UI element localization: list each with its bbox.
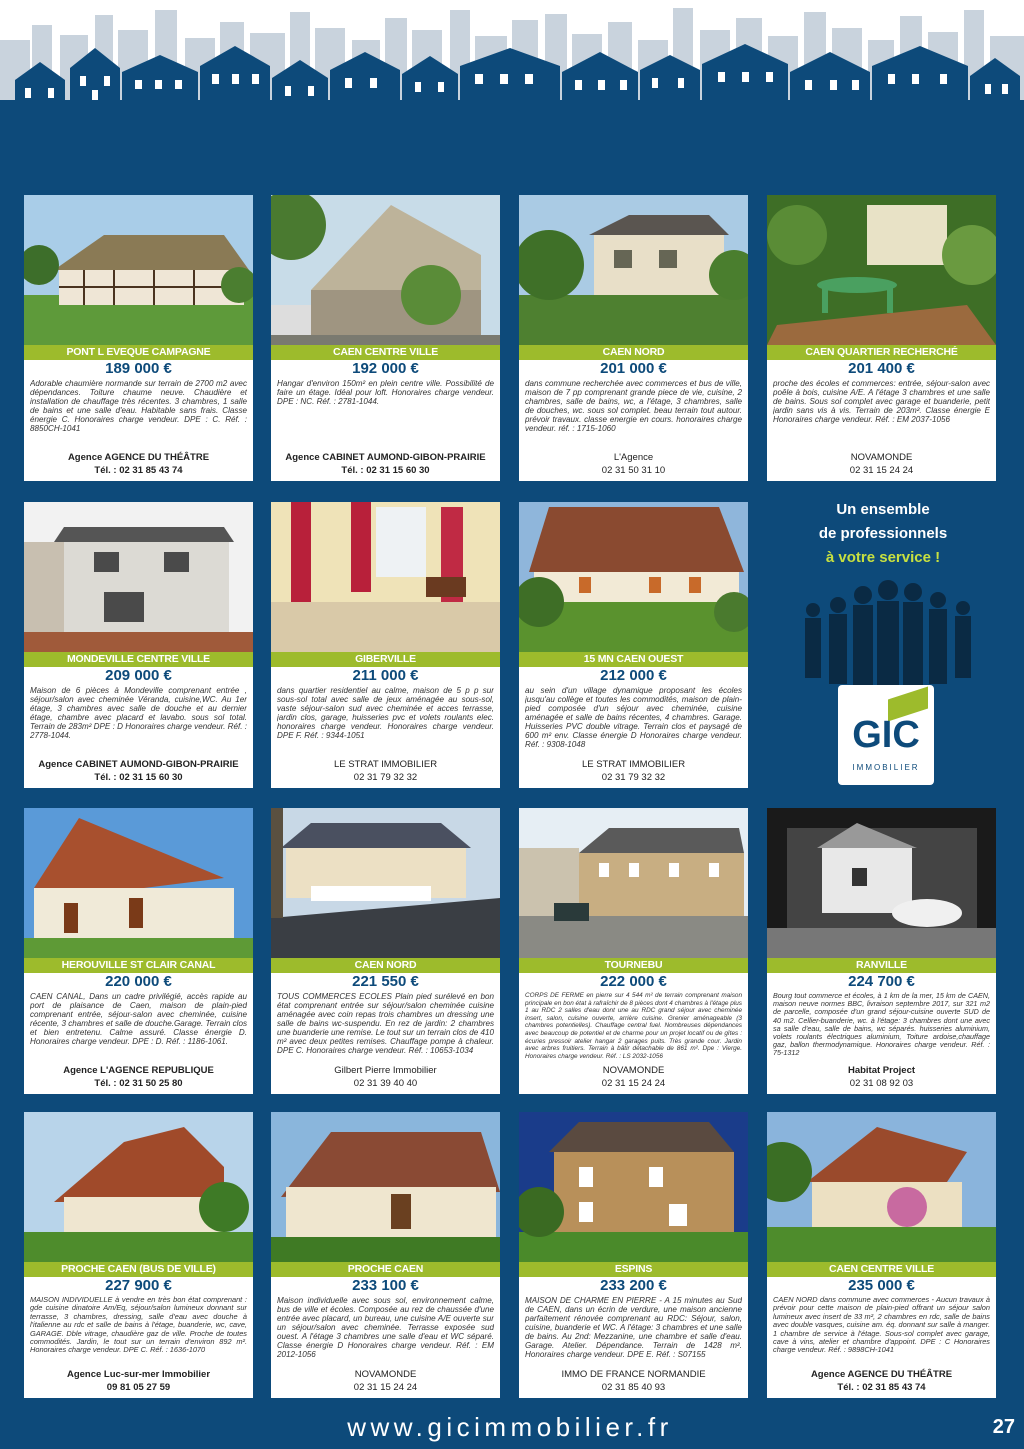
listing-phone: Tél. : 02 31 15 60 30 [94,772,183,783]
property-photo [519,1112,748,1262]
listing-location: 15 MN CAEN OUEST [519,652,748,667]
listing-description: dans quartier residentiel au calme, maison de 5 p p sur sous-sol total avec salle de jeux aménagée au sous-sol, vaste séjour-salon sud avec cheminée et acces terrasse, jardin clos, garage, huisseries pvc et volets roulants elec. honoraires charge vendeur. Honoraires charge vendeur. DPE F. Réf. : 9344-1051 [277,686,494,740]
listing-agency: Agence CABINET AUMOND-GIBON-PRAIRIE [285,452,486,463]
listing-description: Maison de 6 pièces à Mondeville comprenant entrée , séjour/salon avec cheminée Véranda, cuisine,WC. Au 1er étage, 3 chambres avec salle de douche et au dernier étage, chambre avec placard et lavabo. sous sol total. Terrain de 283m² DPE : D Honoraires charge vendeur. Réf. : 2778-1044. [30,686,247,740]
listing-agency: LE STRAT IMMOBILIER [333,759,438,770]
listing-card[interactable] [24,1112,253,1398]
logo-subtext: IMMOBILIER [852,763,920,772]
listing-price: 227 900 € [105,1277,172,1294]
listing-location: PONT L EVEQUE CAMPAGNE [24,345,253,360]
listing-agency: Agence CABINET AUMOND-GIBON-PRAIRIE [38,759,239,770]
listing-card[interactable] [767,808,996,1094]
listing-price: 233 200 € [600,1277,667,1294]
listing-description: CAEN NORD dans commune avec commerces - Aucun travaux à prévoir pour cette maison de plain-pied offrant un séjour salon lumineux avec insert de 33 m², 2 chambres en rdc, salle de bains avec double vasques, cuisine am. éq. donnant sur salle à manger. 1 chambre de service à l'étage. Sous-sol complet avec garage, cave à vins, atelier et chambre d'appoint. DPE : C Honoraires charge vendeur. Réf. : 9898CH-1041 [773,1296,990,1355]
listing-agency: Agence AGENCE DU THÉÂTRE [810,1369,953,1380]
business-people-silhouette [783,570,993,700]
listing-description: TOUS COMMERCES ECOLES Plain pied surélevé en bon état comprenant entrée sur séjour/salon cheminée cuisine aménagée avec coin repas trois chambres un dressing une salle de bains wc-suspendu. En rez de jardin: 2 chambres une buanderie une remise. Le tout sur un terrain clos de 410 m² avec deux petites remises. Chauffage pompe à chaleur. DPE C. Honoraires charge vendeur. Réf. : 10653-1034 [277,992,494,1055]
property-photo [519,195,748,345]
listing-phone: Tél. : 02 31 85 43 74 [94,465,183,476]
listing-agency: Gilbert Pierre Immobilier [334,1065,437,1076]
listing-card[interactable] [271,1112,500,1398]
listing-agency: Habitat Project [847,1065,916,1076]
listing-location: TOURNEBU [519,958,748,973]
listing-description: Maison individuelle avec sous sol, environnement calme, bus de ville et écoles. Composée au rez de chaussée d'une entrée avec placard, un bureau, une cuisine A/E ouverte sur un séjour/salon avec cheminée. Terrasse exposée sud ouest. A l'étage 3 chambres une salle d'eau et WC séparé. Classe énergie D Honoraires charge vendeur. Réf. : EM 2012-1056 [277,1296,494,1359]
listing-price: 220 000 € [105,973,172,990]
listing-price: 209 000 € [105,667,172,684]
listing-card[interactable] [519,1112,748,1398]
listing-price: 201 000 € [600,360,667,377]
listing-location: RANVILLE [767,958,996,973]
property-photo [24,502,253,652]
listing-card[interactable] [767,1112,996,1398]
listing-location: MONDEVILLE CENTRE VILLE [24,652,253,667]
listing-location: CAEN NORD [271,958,500,973]
listing-description: proche des écoles et commerces: entrée, séjour-salon avec poêle à bois, cuisine A/E. A l'étage 3 chambres et une salle de bains. Sous sol complet avec garage et buanderie, petit jardin sans vis à vis. Terrain de 203m². Classe énergie E Honoraires charge vendeur. Réf. : EM 2037-1056 [773,379,990,424]
listing-phone: 02 31 79 32 32 [353,772,418,783]
listing-location: CAEN CENTRE VILLE [271,345,500,360]
property-photo [24,195,253,345]
listing-location: GIBERVILLE [271,652,500,667]
listing-phone: Tél. : 02 31 50 25 80 [94,1078,183,1089]
listing-phone: 02 31 50 31 10 [601,465,666,476]
listing-agency: L'Agence [613,452,654,463]
listing-description: MAISON INDIVIDUELLE à vendre en très bon état comprenant : gde cuisine dinatoire Am/Eq, séjour/salon lumineux donnant sur terrasse, 3 chambres, dressing, salle d'eau avec douche à l'italienne au rdc et salle de bains à l'étage, buanderie, wc, cave, GARAGE. Dble vitrage, chaudière gaz de ville. Proche de toutes commodités. Jardin, le tout sur un terrain d'environ 892 m². Honoraires charge vendeur. DPE C. Réf. : 1636-1070 [30,1296,247,1355]
houses-illustration [0,0,1024,150]
property-photo [24,808,253,958]
listing-price: 235 000 € [848,1277,915,1294]
listing-price: 192 000 € [352,360,419,377]
listing-phone: 02 31 08 92 03 [849,1078,914,1089]
listing-card[interactable] [24,502,253,788]
listing-location: PROCHE CAEN [271,1262,500,1277]
property-photo [271,195,500,345]
listing-location: PROCHE CAEN (BUS DE VILLE) [24,1262,253,1277]
property-photo [271,1112,500,1262]
listing-price: 189 000 € [105,360,172,377]
property-photo [271,502,500,652]
property-photo [767,808,996,958]
property-photo [519,808,748,958]
listing-agency: LE STRAT IMMOBILIER [581,759,686,770]
listing-agency: Agence AGENCE DU THÉÂTRE [67,452,210,463]
logo-text: GIC [852,714,920,756]
listing-phone: Tél. : 02 31 15 60 30 [341,465,430,476]
listing-description: MAISON DE CHARME EN PIERRE - A 15 minutes au Sud de CAEN, dans un écrin de verdure, une maison ancienne parfaitement rénovée comprenant au RDC: Séjour, salon, cuisine, buanderie et WC. A l'étage: 3 chambres et une salle de bains. Au 2nd: Mezzanine, une chambre et salle d'eau. Garage. Atelier. Dépendance. Terrain de 1428 m². Honoraires charge vendeur. DPE E. Réf. : S07155 [525,1296,742,1359]
listing-price: 224 700 € [848,973,915,990]
promo-line-3: à votre service ! [825,549,941,566]
listing-description: au sein d'un village dynamique proposant les écoles jusqu'au collège et toutes les commodités, maison de plain-pied composée d'un séjour avec cheminée, cuisine aménagée et salle de bains récentes, 4 chambres. Garage. Huisseries PVC double vitrage. Terrain clos et paysagé de 600 m² env. Classe énergie D Honoraires charge vendeur. Réf. : 9308-1048 [525,686,742,749]
page-number: 27 [992,1416,1015,1438]
listing-price: 233 100 € [352,1277,419,1294]
property-photo [271,808,500,958]
listing-price: 201 400 € [848,360,915,377]
listing-card[interactable] [271,808,500,1094]
promo-line-2: de professionnels [818,525,948,542]
property-photo [767,195,996,345]
listing-phone: 09 81 05 27 59 [106,1382,171,1393]
listing-card[interactable] [271,502,500,788]
listing-agency: NOVAMONDE [850,452,913,463]
listing-description: Bourg tout commerce et écoles, à 1 km de la mer, 15 km de CAEN, maison neuve normes BBC, livraison septembre 2017, sur 321 m2 de parcelle, composée d'un grand séjour-cuisine ouverte SUD de 40 m2. Cellier-buanderie, wc. à l'étage: 3 chambres dont une avec sa salle d'eau, salle de bains, wc séparés. huisseries aluminium, volets roulants électriques aluminium, Toiture ardoise,chauffage gaz, ballon thermodynamique. Honoraires charge vendeur. Réf. : 75-1312 [773,992,990,1058]
property-photo [519,502,748,652]
agency-promo [768,500,998,790]
listing-card[interactable] [519,195,748,481]
listing-description: CAEN CANAL, Dans un cadre privilégié, accès rapide au port de plaisance de Caen, maison de plain-pied comprenant entrée, séjour-salon avec cheminée, cuisine récente, 3 chambres et salle de douche.Garage. Terrain clos et bien entretenu. Calme assuré. Classe énergie D. Honoraires charge vendeur. DPE : D. Réf. : 1186-1061. [30,992,247,1046]
listing-card[interactable] [24,808,253,1094]
listing-description: CORPS DE FERME en pierre sur 4 544 m² de terrain comprenant maison principale en bon état à rafraîchir de 8 pièces dont 4 chambres à l'étage plus 1 au RDC 2 salles d'eau dont une au RDC grand séjour avec cheminée insert, salon, cuisine ouverte, arrière cuisine. Grenier aménageable (3 chambres potentielles). Chauffage central fuel. Nombreuses dépendances avec beaucoup de potentiel et de charme pour un projet locatif ou de gîtes : écuries pressoir atelier hangar 2 garages puits. Très grande cour. Jardin avec arbres fruitiers. Terrain à bâtir détachable de 861 m². Dpe : Vierge. Honoraires charge vendeur. Réf. : LS 2032-1056 [525,992,742,1060]
listing-price: 221 550 € [352,973,419,990]
property-photo [24,1112,253,1262]
listing-phone: Tél. : 02 31 85 43 74 [837,1382,926,1393]
listing-card[interactable] [767,195,996,481]
listing-agency: Agence L'AGENCE REPUBLIQUE [63,1065,214,1076]
listing-agency: IMMO DE FRANCE NORMANDIE [561,1369,706,1380]
listing-price: 211 000 € [352,667,419,684]
listing-phone: 02 31 79 32 32 [601,772,666,783]
listing-location: ESPINS [519,1262,748,1277]
listing-description: dans commune recherchée avec commerces et bus de ville, maison de 7 pp comprenant grande piece de vie, cuisine, 2 chambres, salle de bains, wc, a l'étage, 3 chambres, salle de douches, wc. sous sol complet. beau terrain tout autour. prévoir travaux. classe energie en cours. honoraires charge vendeur. réf. : 1715-1060 [525,379,742,433]
listing-card[interactable] [24,195,253,481]
listing-card[interactable] [519,502,748,788]
listing-phone: 02 31 39 40 40 [353,1078,418,1089]
listing-card[interactable] [271,195,500,481]
gic-logo [838,685,934,785]
listing-agency: NOVAMONDE [354,1369,417,1380]
listing-location: CAEN QUARTIER RECHERCHÉ [767,345,996,360]
listing-location: HEROUVILLE ST CLAIR CANAL [24,958,253,973]
property-photo [767,1112,996,1262]
website-link[interactable]: www.gicimmobilier.fr [347,1412,673,1442]
listing-description: Hangar d'environ 150m² en plein centre ville. Possibilité de faire un étage. Idéal pour loft. Honoraires charge vendeur. DPE : NC. Réf. : 2781-1044. [277,379,494,406]
listing-phone: 02 31 85 40 93 [601,1382,666,1393]
listing-phone: 02 31 15 24 24 [849,465,914,476]
listing-card[interactable] [519,808,748,1094]
header-banner [0,0,1024,150]
listing-phone: 02 31 15 24 24 [353,1382,418,1393]
listing-phone: 02 31 15 24 24 [601,1078,666,1089]
listing-price: 212 000 € [600,667,667,684]
promo-line-1: Un ensemble [836,501,930,518]
listing-description: Adorable chaumière normande sur terrain de 2700 m2 avec dépendances. Toiture chaume neuve. Chaudière et installation de chauffage très récentes. 3 chambres, 1 salle de bains et une salle d'eau. Habitable sans frais. Classe énergie C. Honoraires charge vendeur. DPE : C. Réf. : 8850CH-1041 [30,379,247,433]
listing-location: CAEN NORD [519,345,748,360]
listing-agency: NOVAMONDE [602,1065,665,1076]
listing-agency: Agence Luc-sur-mer Immobilier [66,1369,211,1380]
listing-price: 222 000 € [600,973,667,990]
listing-location: CAEN CENTRE VILLE [767,1262,996,1277]
